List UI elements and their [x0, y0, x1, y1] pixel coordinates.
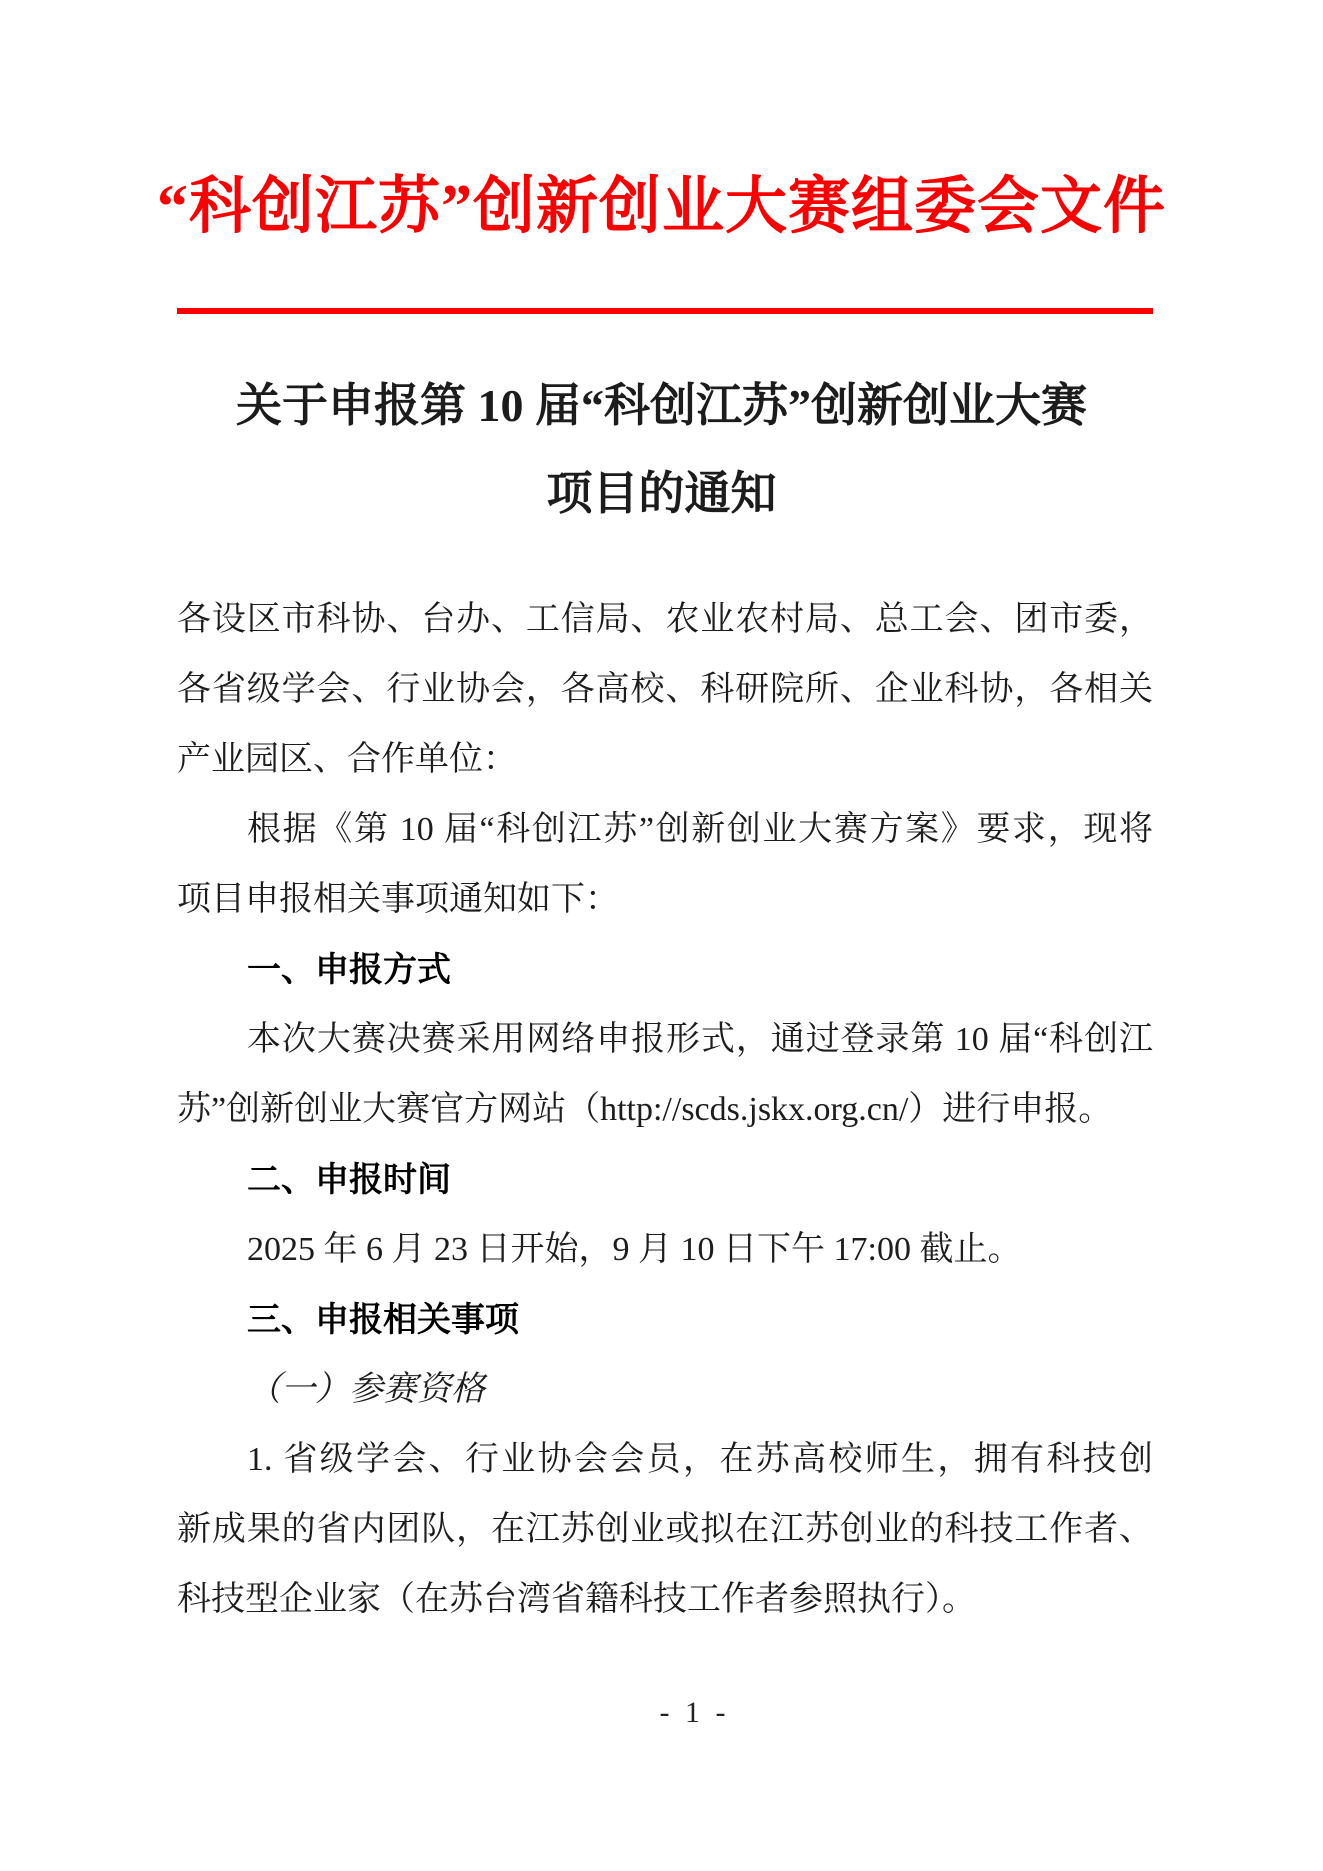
addressee-line-2: 各省级学会、行业协会，各高校、科研院所、企业科协，各相关 [177, 671, 1153, 708]
document-title-line-1: 关于申报第 10 届“科创江苏”创新创业大赛 [236, 380, 1087, 431]
addressee-line-3: 产业园区、合作单位： [177, 741, 517, 778]
intro-line-1: 根据《第 10 届“科创江苏”创新创业大赛方案》要求，现将 [247, 811, 1153, 848]
subsection-3-1-heading: （一）参赛资格 [247, 1371, 485, 1408]
addressee-line-1: 各设区市科协、台办、工信局、农业农村局、总工会、团市委， [177, 601, 1153, 638]
letterhead-title: “科创江苏”创新创业大赛组委会文件 [156, 173, 1166, 241]
item-1-line-3: 科技型企业家（在苏台湾省籍科技工作者参照执行）。 [177, 1581, 976, 1618]
intro-line-2: 项目申报相关事项通知如下： [177, 881, 619, 918]
section-3-heading: 三、申报相关事项 [247, 1301, 519, 1339]
document-title [0, 362, 1323, 538]
item-1-line-1: 1. 省级学会、行业协会会员，在苏高校师生，拥有科技创 [247, 1441, 1153, 1478]
page-number: - 1 - [659, 1696, 730, 1729]
letterhead-divider-line [177, 308, 1153, 314]
item-1-line-2: 新成果的省内团队，在江苏创业或拟在江苏创业的科技工作者、 [177, 1511, 1153, 1548]
section-1-body-line-1: 本次大赛决赛采用网络申报形式，通过登录第 10 届“科创江 [247, 1021, 1153, 1058]
document-body [177, 585, 1153, 1635]
section-2-body-line-1: 2025 年 6 月 23 日开始，9 月 10 日下午 17:00 截止。 [247, 1231, 1022, 1268]
section-1-body-line-2: 苏”创新创业大赛官方网站（http://scds.jskx.org.cn/）进行申报。 [177, 1091, 1113, 1128]
section-2-heading: 二、申报时间 [247, 1161, 451, 1199]
document-title-line-2: 项目的通知 [546, 468, 777, 519]
section-1-heading: 一、申报方式 [247, 951, 451, 989]
